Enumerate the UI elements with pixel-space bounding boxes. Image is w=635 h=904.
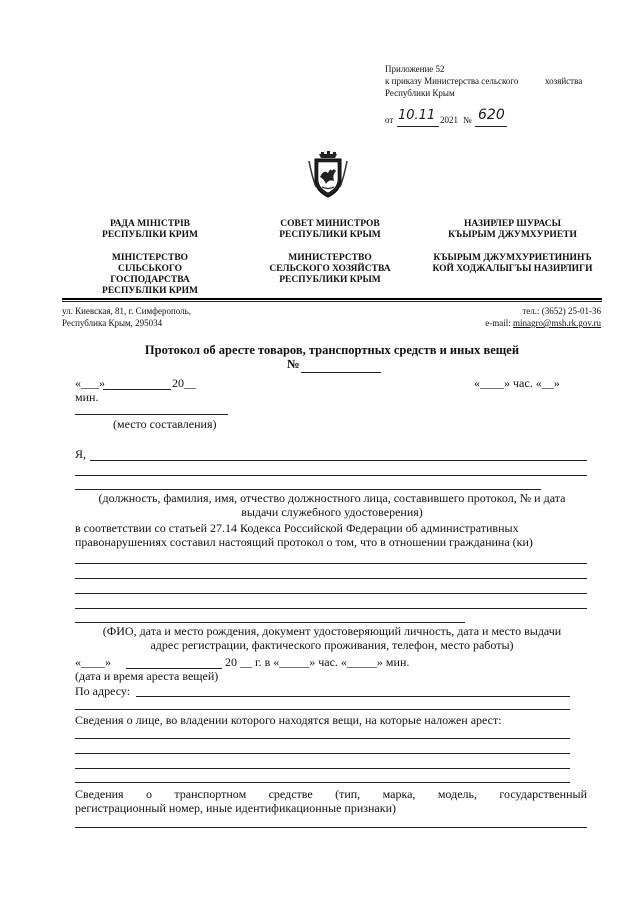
owner-field-2[interactable]: [75, 753, 570, 754]
official-field-2[interactable]: [75, 475, 587, 476]
org-rus-m3: РЕСПУБЛИКИ КРЫМ: [279, 275, 381, 285]
address-email-row: [440, 317, 601, 329]
person-field-1[interactable]: [75, 563, 587, 564]
appendix-line2a: к приказу Министерства сельского: [385, 76, 519, 86]
org-rus-m2: СЕЛЬСКОГО ХОЗЯЙСТВА: [269, 264, 391, 274]
org-crh-council: [425, 219, 600, 241]
address-field-1[interactable]: [136, 696, 570, 697]
email-link[interactable]: minagro@msh.rk.gov.ru: [513, 318, 601, 328]
owner-field-1[interactable]: [75, 738, 570, 739]
person-field-5[interactable]: [75, 622, 465, 623]
person-field-4[interactable]: [75, 608, 587, 609]
header-rule: [62, 298, 602, 300]
owner-label: Сведения о лице, во владении которого находятся вещи, на которые наложен арест:: [75, 713, 502, 727]
person-caption-2: адрес регистрации, фактического проживания, телефон, место работы): [150, 638, 514, 652]
order-year: 2021: [440, 115, 458, 125]
org-ukr-2: РЕСПУБЛІКИ КРИМ: [102, 230, 198, 240]
handwritten-number: 620: [478, 107, 505, 123]
org-ukr-1: РАДА МІНІСТРІВ: [109, 219, 190, 229]
org-rus-2: РЕСПУБЛИКИ КРЫМ: [279, 230, 381, 240]
appendix-line2b: хозяйства: [545, 76, 583, 86]
vehicle-field-1[interactable]: [75, 827, 587, 828]
order-num-sign: №: [463, 115, 472, 125]
person-caption-1: (ФИО, дата и место рождения, документ удостоверяющий личность, дата и место выдачи: [102, 624, 562, 638]
appendix-line1: Приложение 52: [385, 64, 445, 74]
from-prefix: от: [385, 115, 394, 125]
org-crh-m2: КОЙ ХОДЖАЛЫГЪЫ НАЗИРЛИГИ: [432, 264, 593, 274]
date-month-field[interactable]: [103, 389, 171, 390]
org-ukr-m4: РЕСПУБЛІКИ КРИМ: [102, 286, 198, 296]
arrest-day: «____»: [75, 655, 111, 669]
protocol-number-field[interactable]: [301, 372, 381, 373]
org-crh-m1: КЪЫРЫМ ДЖУМХУРИЕТИНИНЪ: [433, 253, 592, 263]
org-ukr-council: [70, 219, 230, 241]
org-ukr-m1: МІНІСТЕРСТВО: [111, 253, 189, 263]
appendix-line3: Республики Крым: [385, 88, 455, 98]
org-crh-ministry: [425, 253, 600, 275]
org-rus-1: СОВЕТ МИНИСТРОВ: [280, 219, 380, 229]
email-label: e-mail:: [485, 318, 511, 328]
org-ukr-m3: ГОСПОДАРСТВА: [110, 275, 190, 285]
appendix-order-date: [385, 108, 525, 130]
place-field[interactable]: [75, 414, 228, 415]
time-field: «____» час. «__»: [474, 376, 560, 390]
legal-text-1: в соответствии со статьей 27.14 Кодекса Российской Федерации об административных: [75, 521, 519, 535]
org-ukr-m2: СІЛЬСЬКОГО: [117, 264, 183, 274]
address-label: По адресу:: [75, 684, 131, 698]
address-field-2[interactable]: [75, 709, 570, 710]
arrest-rest: 20 __ г. в «_____» час. «_____» мин.: [225, 655, 410, 669]
arrest-caption: (дата и время ареста вещей): [75, 669, 219, 683]
date-year: 20__: [172, 376, 196, 390]
header-rule-thin: [62, 301, 602, 302]
address-street: ул. Киевская, 81, г. Симферополь,: [62, 306, 192, 316]
legal-text-2: правонарушениях составил настоящий протокол о том, что в отношении гражданина (ки): [75, 535, 533, 549]
official-field-1[interactable]: [90, 460, 587, 461]
org-ukr-ministry: [70, 253, 230, 297]
owner-field-3[interactable]: [75, 768, 570, 769]
org-rus-ministry: [245, 253, 415, 286]
org-rus-council: [245, 219, 415, 241]
person-field-3[interactable]: [75, 593, 587, 594]
handwritten-date: 10.11: [398, 108, 436, 123]
time-min: мин.: [75, 390, 99, 404]
official-field-3[interactable]: [75, 489, 541, 490]
document-title: Протокол об аресте товаров, транспортных средств и иных вещей: [144, 343, 520, 357]
vehicle-text-1: Сведения о транспортном средстве (тип, марка, модель, государственный: [75, 787, 587, 801]
org-crh-2: КЪЫРЫМ ДЖУМХУРИЕТИ: [448, 230, 577, 240]
address-phone: тел.: (3652) 25-01-36: [522, 306, 601, 316]
date-day: «___»: [75, 376, 105, 390]
person-field-2[interactable]: [75, 578, 587, 579]
ya-label: Я,: [75, 447, 87, 461]
official-caption-1: (должность, фамилия, имя, отчество должностного лица, составившего протокол, № и дата: [98, 491, 566, 505]
protocol-number-sign: №: [287, 357, 300, 371]
crimea-coat-of-arms-icon: [307, 151, 349, 199]
vehicle-text-2: регистрационный номер, иные идентификационные признаки): [75, 801, 396, 815]
place-caption: (место составления): [113, 417, 217, 431]
org-rus-m1: МИНИСТЕРСТВО: [288, 253, 372, 263]
official-caption-2: выдачи служебного удостоверения): [241, 505, 423, 519]
org-crh-1: НАЗИРЛЕР ШУРАСЫ: [464, 219, 561, 229]
address-city: Республика Крым, 295034: [62, 318, 163, 328]
owner-field-4[interactable]: [75, 782, 570, 783]
